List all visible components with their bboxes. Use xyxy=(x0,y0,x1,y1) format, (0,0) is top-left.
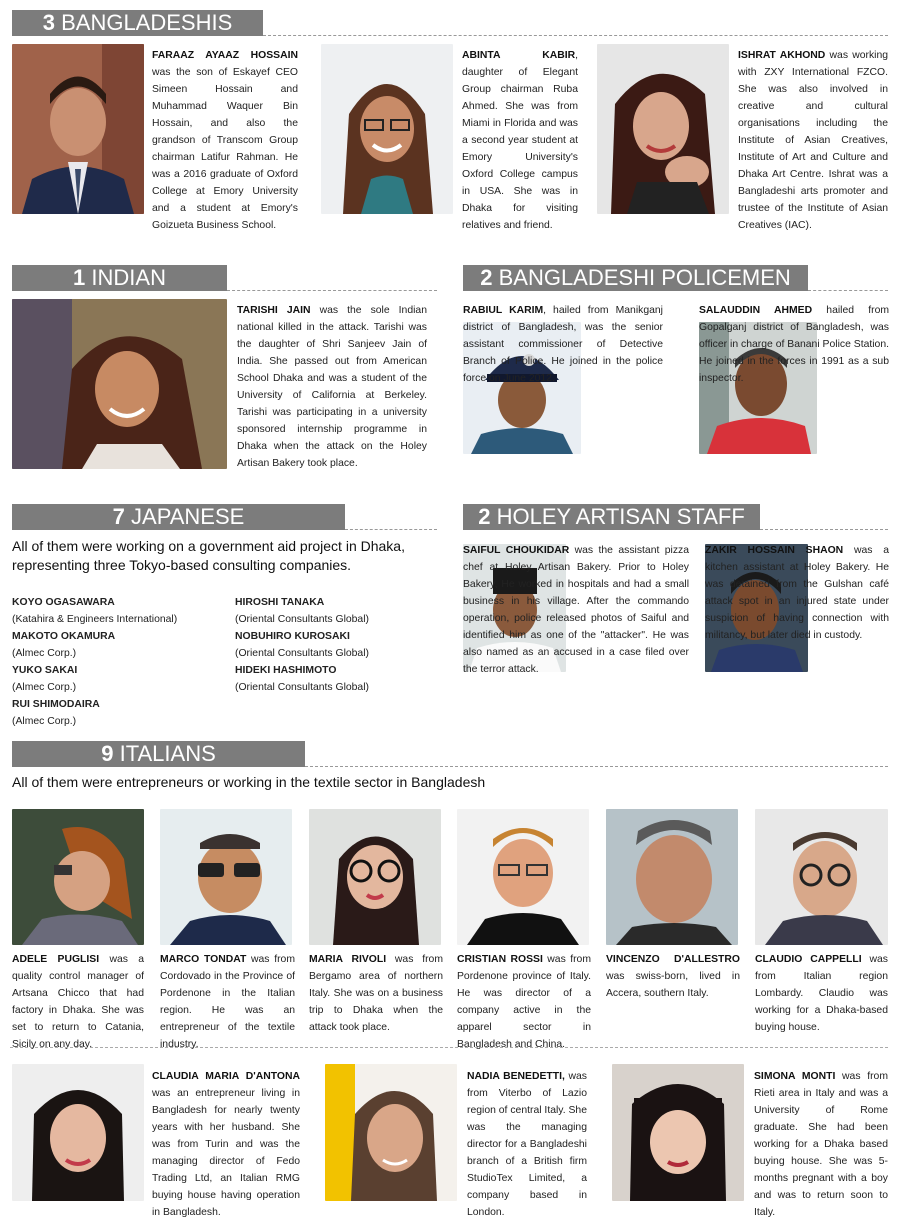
section-count: 1 xyxy=(73,265,86,290)
list-item xyxy=(12,662,222,679)
list-item xyxy=(12,628,222,645)
list-item: (Almec Corp.) xyxy=(12,682,77,693)
bio-faraaz xyxy=(152,47,298,234)
person-bio: was the assistant pizza chef at Holey Artisan Bakery. Prior to Holey Bakery, He worked in hospitals and had a small business in his village. After the commando operation, police released photos of Saiful and identified him as one of the "attacker". He was also named as an accused in a case filed over the terror attack. xyxy=(463,545,690,675)
photo-faraaz xyxy=(12,44,144,214)
bio-claudio xyxy=(755,951,888,1036)
bio-marco xyxy=(160,951,295,1053)
person-name: MAKOTO OKAMURA xyxy=(12,631,116,642)
section-header-indian xyxy=(12,265,227,291)
person-name: RUI SHIMODAIRA xyxy=(12,699,100,710)
header-rule xyxy=(808,290,888,291)
person-name: HIROSHI TANAKA xyxy=(235,597,325,608)
photo-simona xyxy=(612,1064,744,1201)
person-bio: was the son of Eskayef CEO Simeen Hossain and Muhammad Waquer Bin Hossain, and also the grandson of Transcom Group chairman Latifur Rahman. He was a 2016 graduate of Oxford College at Emory University and a student at Emory's Goizueta Business School. xyxy=(152,67,298,231)
person-bio: was the sole Indian national killed in the attack. Tarishi was the daughter of Shri Sanjeev Jain of India. She passed out from American School Dhaka and was a student of the University of California at Berkeley. Tarishi was participating in a university sponsored internship programme in Dhaka when the attack on the Holey Artisan Bakery took place. xyxy=(237,305,427,469)
person-bio: was from Pordenone province of Italy. He was director of a company active in the apparel sector in Bangladesh and China. xyxy=(457,954,591,1050)
photo-claudio xyxy=(755,809,888,945)
person-name: CLAUDIA MARIA D'ANTONA xyxy=(152,1071,300,1082)
person-name: ZAKIR HOSSAIN SHAON xyxy=(705,545,844,556)
person-name: MARIA RIVOLI xyxy=(309,954,387,965)
section-title: HOLEY ARTISAN STAFF xyxy=(496,504,745,529)
bio-ishrat xyxy=(738,47,888,234)
person-bio: was swiss-born, lived in Accera, southern Italy. xyxy=(606,971,740,999)
person-bio: was a quality control manager of Artsana Chicco that had factory in Dhaka. She was set to return to Catania, Sicily on any day. xyxy=(12,954,145,1050)
photo-adele xyxy=(12,809,144,945)
list-item xyxy=(12,696,222,713)
person-name: FARAAZ AYAAZ HOSSAIN xyxy=(152,50,298,61)
person-bio: was from Viterbo of Lazio region of central Italy. She was the managing director for a Bangladeshi branch of a British firm StudioTex Limited, a company based in London. xyxy=(467,1071,587,1218)
section-header-bangladeshis xyxy=(12,10,263,36)
bio-zakir xyxy=(705,542,889,644)
bio-claudia xyxy=(152,1068,300,1221)
list-item: (Oriental Consultants Global) xyxy=(235,682,369,693)
person-name: ADELE PUGLISI xyxy=(12,954,100,965)
person-bio: , hailed from Manikganj district of Bangladesh, was the senior assistant commissioner of Detective Branch of Police. He joined in the police force on June 2012. xyxy=(463,305,663,384)
photo-claudia xyxy=(12,1064,144,1201)
bio-cristian xyxy=(457,951,591,1053)
list-item: (Oriental Consultants Global) xyxy=(235,614,369,625)
person-bio: was from Cordovado in the Province of Pordenone in the Italian region. He was an entrepreneur of the textile industry. xyxy=(160,954,295,1050)
person-bio: was from Italian region Lombardy. Claudio was working for a Dhaka-based buying house. xyxy=(755,954,888,1033)
italians-intro: All of them were entrepreneurs or working in the textile sector in Bangladesh xyxy=(12,774,486,790)
bio-simona xyxy=(754,1068,888,1221)
photo-cristian xyxy=(457,809,589,945)
person-name: SIMONA MONTI xyxy=(754,1071,836,1082)
person-name: SAIFUL CHOUKIDAR xyxy=(463,545,570,556)
person-name: MARCO TONDAT xyxy=(160,954,247,965)
list-item: (Almec Corp.) xyxy=(12,716,77,727)
person-bio: , daughter of Elegant Group chairman Ruba Ahmed. She was from Miami in Florida and was a second year student at Emory University's Oxford College campus in USA. She was in Dhaka for visiting relatives and friend. xyxy=(462,50,578,231)
list-item xyxy=(235,628,445,645)
person-name: HIDEKI HASHIMOTO xyxy=(235,665,337,676)
section-header-staff xyxy=(463,504,760,530)
photo-tarishi xyxy=(12,299,227,469)
bio-salauddin xyxy=(699,302,889,387)
section-title: BANGLADESHIS xyxy=(61,10,233,35)
bio-maria xyxy=(309,951,443,1036)
bio-nadia xyxy=(467,1068,587,1221)
bio-saiful xyxy=(463,542,689,678)
photo-vincenzo xyxy=(606,809,738,945)
person-name: SALAUDDIN AHMED xyxy=(699,305,813,316)
person-name: VINCENZO D'ALLESTRO xyxy=(606,954,740,965)
header-rule xyxy=(345,529,437,530)
bio-vincenzo xyxy=(606,951,740,1002)
list-item: (Katahira & Engineers International) xyxy=(12,614,178,625)
person-bio: was from Rieti area in Italy and was a University of Rome graduate. She had been working for a Dhaka based buying house. She was 5-months pregnant with a boy and was to return soon to Italy. xyxy=(754,1071,888,1218)
section-title: JAPANESE xyxy=(131,504,245,529)
japanese-list-left xyxy=(12,594,222,730)
person-name: ISHRAT AKHOND xyxy=(738,50,826,61)
japanese-list-right xyxy=(235,594,445,696)
section-title: BANGLADESHI POLICEMEN xyxy=(498,265,791,290)
person-bio: hailed from Gopalganj district of Bangladesh, was officer in charge of Banani Police Station. He joined in the forces in 1991 as a sub inspector. xyxy=(699,305,889,384)
person-bio: was an entrepreneur living in Bangladesh for nearly twenty years with her husband. She was from Turin and was the managing director of Fedo Trading Ltd, an Italian RMG buying house having operation in Bangladesh. xyxy=(152,1088,300,1218)
list-item: (Almec Corp.) xyxy=(12,648,77,659)
section-count: 3 xyxy=(42,10,55,35)
list-item xyxy=(235,662,445,679)
person-name: NOBUHIRO KUROSAKI xyxy=(235,631,350,642)
section-divider xyxy=(10,1047,888,1048)
person-bio: was a kitchen assistant at Holey Bakery. He was detained from the Gulshan café attack spot in an injured state under suspicion of having connection with militancy, but later died in custody. xyxy=(705,545,889,641)
bio-tarishi xyxy=(237,302,427,472)
header-rule xyxy=(305,766,888,767)
header-rule xyxy=(263,35,888,36)
photo-nadia xyxy=(325,1064,457,1201)
header-rule xyxy=(760,529,888,530)
person-name: NADIA BENEDETTI, xyxy=(467,1071,565,1082)
bio-rabiul xyxy=(463,302,663,387)
section-title: ITALIANS xyxy=(119,741,216,766)
section-count: 9 xyxy=(101,741,114,766)
bio-abinta xyxy=(462,47,578,234)
photo-marco xyxy=(160,809,292,945)
section-title: INDIAN xyxy=(91,265,166,290)
person-name: CLAUDIO CAPPELLI xyxy=(755,954,862,965)
section-header-japanese xyxy=(12,504,345,530)
bio-adele xyxy=(12,951,144,1053)
section-count: 2 xyxy=(480,265,493,290)
person-name: YUKO SAKAI xyxy=(12,665,78,676)
person-bio: was working with ZXY International FZCO. She was also involved in creative and cultural organisations including the Institute of Asian Creatives, Institute of Art and Culture and Dhaka Art Centre. Ishrat was a Bangladeshi arts promoter and trustee of the Institute of Asian Creatives (IAC). xyxy=(738,50,889,231)
photo-abinta xyxy=(321,44,453,214)
section-header-policemen xyxy=(463,265,808,291)
person-name: ABINTA KABIR xyxy=(462,50,576,61)
section-count: 2 xyxy=(478,504,491,529)
person-bio: was from Bergamo area of northern Italy. She was on a business trip to Dhaka when the attack took place. xyxy=(309,954,443,1033)
section-count: 7 xyxy=(112,504,125,529)
section-header-italians xyxy=(12,741,305,767)
list-item xyxy=(12,594,222,611)
person-name: TARISHI JAIN xyxy=(237,305,311,316)
photo-ishrat xyxy=(597,44,729,214)
photo-maria xyxy=(309,809,441,945)
person-name: RABIUL KARIM xyxy=(463,305,544,316)
header-rule xyxy=(227,290,437,291)
person-name: KOYO OGASAWARA xyxy=(12,597,115,608)
list-item: (Oriental Consultants Global) xyxy=(235,648,369,659)
japanese-intro: All of them were working on a government aid project in Dhaka, representing three Tokyo-based consulting companies. xyxy=(12,538,405,573)
person-name: CRISTIAN ROSSI xyxy=(457,954,543,965)
list-item xyxy=(235,594,445,611)
